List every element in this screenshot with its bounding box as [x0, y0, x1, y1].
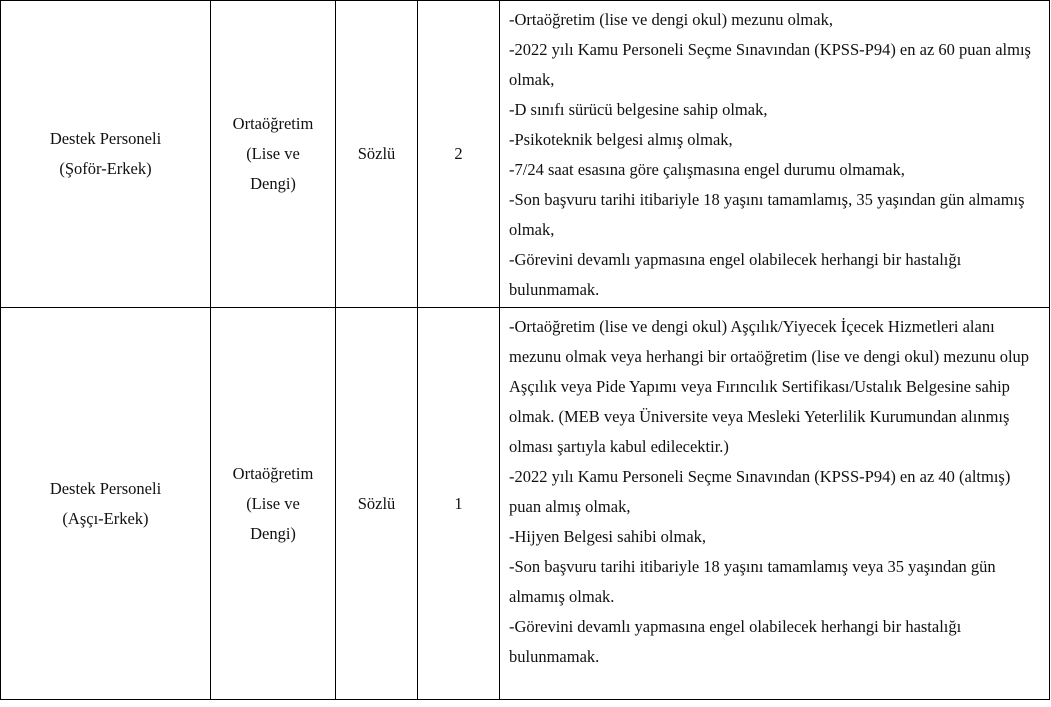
position-subtitle: (Aşçı-Erkek) — [62, 508, 149, 528]
education-cell — [211, 308, 336, 700]
condition-item: -Hijyen Belgesi sahibi olmak, — [509, 527, 707, 546]
table-row — [1, 1, 1050, 308]
education-line: (Lise ve — [246, 493, 300, 513]
education-line: Dengi) — [250, 174, 296, 193]
table-row — [1, 308, 1050, 700]
position-title: Destek Personeli — [49, 478, 162, 498]
education-line: Ortaöğretim — [232, 463, 314, 483]
exam-type: Sözlü — [357, 144, 396, 163]
position-cell — [1, 1, 211, 308]
condition-item: -Ortaöğretim (lise ve dengi okul) Aşçılık/Yiyecek İçecek Hizmetleri alanı mezunu olmak veya herhangi bir ortaöğretim (lise ve dengi okul) mezunu olup Aşçılık veya Pide Yapımı veya Fırıncılık Sertifikası/Ustalık Belgesine sahip olmak. (MEB veya Üniversite veya Mesleki Yeterlilik Kurumundan alınmış olması şartıyla kabul edilecektir.) — [509, 317, 1030, 456]
count-cell — [418, 308, 500, 700]
position-cell — [1, 308, 211, 700]
education-cell — [211, 1, 336, 308]
condition-item: -Son başvuru tarihi itibariyle 18 yaşını tamamlamış veya 35 yaşından gün almamış olmak. — [509, 557, 996, 606]
education-line: (Lise ve — [246, 144, 300, 163]
education-line: Ortaöğretim — [232, 114, 314, 133]
condition-item: -Ortaöğretim (lise ve dengi okul) mezunu olmak, — [509, 10, 833, 29]
exam-type: Sözlü — [357, 493, 396, 513]
position-title: Destek Personeli — [49, 129, 162, 148]
education-line: Dengi) — [250, 523, 296, 543]
count-cell — [418, 1, 500, 308]
position-count: 2 — [454, 144, 463, 163]
position-subtitle: (Şoför-Erkek) — [59, 159, 152, 178]
condition-item: -2022 yılı Kamu Personeli Seçme Sınavından (KPSS-P94) en az 40 (altmış) puan almış olmak, — [509, 467, 1011, 516]
position-count: 1 — [454, 493, 463, 513]
conditions-cell — [500, 1, 1050, 308]
condition-item: -Görevini devamlı yapmasına engel olabilecek herhangi bir hastalığı bulunmamak. — [509, 250, 962, 299]
condition-item: -2022 yılı Kamu Personeli Seçme Sınavından (KPSS-P94) en az 60 puan almış olmak, — [509, 40, 1031, 89]
condition-item: -Psikoteknik belgesi almış olmak, — [509, 130, 733, 149]
conditions-cell — [500, 308, 1050, 700]
condition-item: -7/24 saat esasına göre çalışmasına engel durumu olmamak, — [509, 160, 905, 179]
condition-item: -Görevini devamlı yapmasına engel olabilecek herhangi bir hastalığı bulunmamak. — [509, 617, 962, 666]
exam-type-cell — [336, 308, 418, 700]
condition-item: -Son başvuru tarihi itibariyle 18 yaşını tamamlamış, 35 yaşından gün almamış olmak, — [509, 190, 1025, 239]
condition-item: -D sınıfı sürücü belgesine sahip olmak, — [509, 100, 768, 119]
exam-type-cell — [336, 1, 418, 308]
